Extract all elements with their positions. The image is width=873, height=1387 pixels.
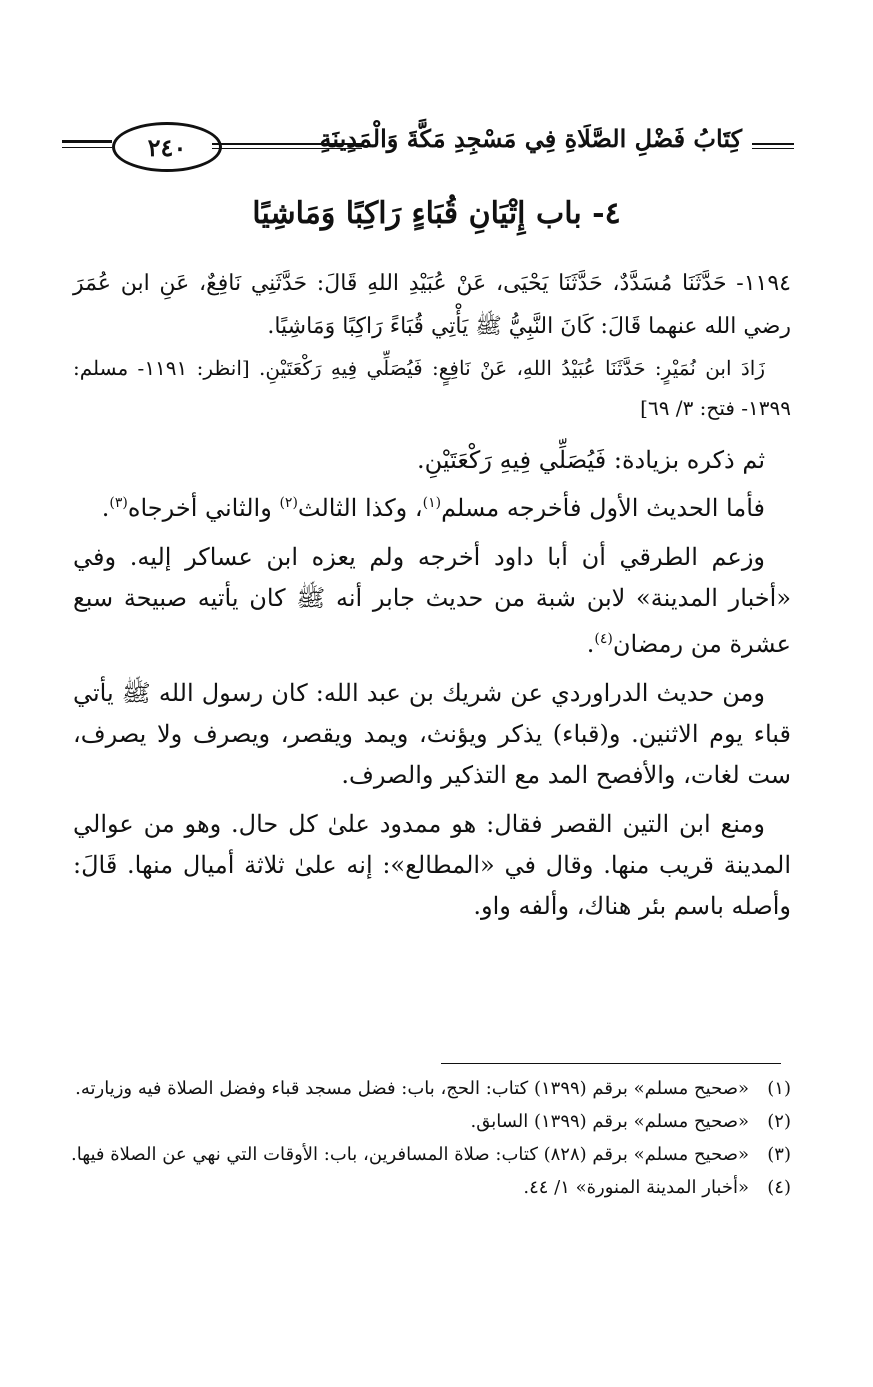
hadith-addition: زَادَ ابن نُمَيْرٍ: حَدَّثَنَا عُبَيْدُ اللهِ، عَنْ نَافِعٍ: فَيُصَلِّي فِيهِ رَكْعَتَيْنِ. [انظر: ١١٩١- مسلم: ١٣٩٩- فتح: ٣/ ٦٩]: [73, 356, 791, 420]
page-number-badge: [112, 122, 222, 172]
commentary-text: .: [586, 630, 595, 658]
footnote-number: (٣): [767, 1144, 791, 1165]
footnote-text: «أخبار المدينة المنورة» ١/ ٤٤.: [523, 1177, 749, 1198]
footnote-item: [61, 1138, 791, 1171]
header-rule-left: [62, 140, 112, 148]
commentary-paragraph: [73, 537, 791, 665]
commentary-paragraph: [73, 483, 791, 529]
commentary-paragraph: [73, 673, 791, 796]
hadith-text: ١١٩٤- حَدَّثَنَا مُسَدَّدٌ، حَدَّثَنَا يَحْيَى، عَنْ عُبَيْدِ اللهِ قَالَ: حَدَّثَنِي نَافِعٌ، عَنِ ابن عُمَرَ رضي الله عنهما قَالَ: كَانَ النَّبِيُّ ﷺ يَأْتِي قُبَاءً رَاكِبًا وَمَاشِيًا.: [73, 271, 791, 339]
chapter-title: ٤- باب إِتْيَانِ قُبَاءٍ رَاكِبًا وَمَاشِيًا: [252, 196, 621, 231]
commentary-text: والثاني أخرجاه: [127, 494, 280, 522]
commentary-text: ومن حديث الدراوردي عن شريك بن عبد الله: كان رسول الله ﷺ يأتي قباء يوم الاثنين. و(قباء) يذكر ويؤنث، ويمد ويقصر، ويصرف ولا يصرف، ست لغات، والأفصح المد مع التذكير والصرف.: [73, 679, 791, 789]
hadith-block: [73, 262, 791, 428]
commentary-text: فأما الحديث الأول فأخرجه مسلم: [441, 494, 765, 522]
footnote-item: [61, 1105, 791, 1138]
commentary-text: وزعم الطرقي أن أبا داود أخرجه ولم يعزه ابن عساكر إليه. وفي «أخبار المدينة» لابن شبة من حديث جابر أنه ﷺ كان يأتيه صبيحة سبع عشرة من رمضان: [73, 543, 791, 658]
commentary-paragraph: [73, 804, 791, 927]
footnote-number: (١): [767, 1078, 791, 1099]
running-title: كِتَابُ فَضْلِ الصَّلَاةِ فِي مَسْجِدِ مَكَّةَ وَالْمَدِينَةِ: [319, 124, 742, 153]
page-header: [62, 118, 794, 174]
footnote-number: (٢): [767, 1111, 791, 1132]
commentary-paragraph: [73, 440, 791, 481]
header-rule-right: [752, 143, 794, 149]
footnote-separator: [441, 1063, 781, 1064]
commentary-text: ومنع ابن التين القصر فقال: هو ممدود علىٰ كل حال. وهو من عوالي المدينة قريب منها. وقال في «المطالع»: إنه علىٰ ثلاثة أميال منها. قَالَ: وأصله باسم بئر هناك، وألفه واو.: [73, 810, 791, 920]
commentary: [73, 440, 791, 935]
footnote-ref[interactable]: (٤): [594, 631, 613, 647]
footnote-ref[interactable]: (١): [422, 495, 442, 511]
page-number: ٢٤٠: [147, 132, 187, 162]
commentary-text: ، وكذا الثالث: [297, 494, 423, 522]
commentary-text: ثم ذكره بزيادة: فَيُصَلِّي فِيهِ رَكْعَتَيْنِ.: [416, 446, 765, 474]
footnote-item: [61, 1072, 791, 1105]
footnote-ref[interactable]: (٢): [279, 495, 298, 511]
footnotes: [61, 1072, 791, 1204]
footnote-item: [61, 1171, 791, 1204]
commentary-text: .: [101, 494, 110, 522]
footnote-ref[interactable]: (٣): [109, 495, 128, 511]
footnote-text: «صحيح مسلم» برقم (٨٢٨) كتاب: صلاة المسافرين، باب: الأوقات التي نهي عن الصلاة فيها.: [70, 1144, 749, 1165]
footnote-number: (٤): [767, 1177, 791, 1198]
footnote-text: «صحيح مسلم» برقم (١٣٩٩) السابق.: [470, 1111, 749, 1132]
footnote-text: «صحيح مسلم» برقم (١٣٩٩) كتاب: الحج، باب: فضل مسجد قباء وفضل الصلاة فيه وزيارته.: [75, 1078, 749, 1099]
